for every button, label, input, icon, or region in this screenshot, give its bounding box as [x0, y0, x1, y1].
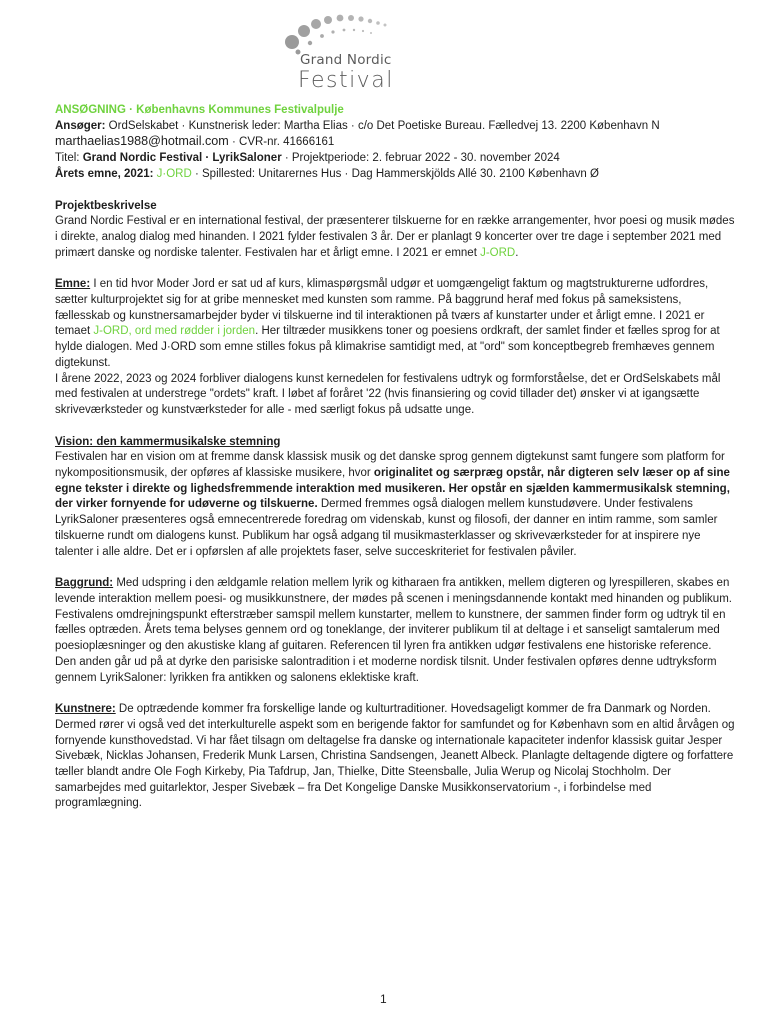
project-period: · Projektperiode: 2. februar 2022 - 30. november 2024	[281, 152, 560, 165]
paragraph-text: Med udspring i den ældgamle relation mellem lyrik og kitharaen fra antikken, mellem digteren og lyrespilleren, skabes en levende interaktion mellem poesi- og musikkunstnere, der mødes på scenen i meningsdannende kontakt med hinanden og publikum. Festivalens omdrejningspunkt efterstræber samspil mellem kunstarter, mellem to kunstnere, der sammen finder form og udtryk til en fælles optræden. Årets tema belyses gennem ord og toneklange, der inviterer publikum til at deltage i et sanseligt samtalerum med poesioplæsninger og den akustiske klang af guitaren. Referencen til lyren fra antikken udgør festivalens ene historiske reference. Den anden går ud på at dyrke den parisiske salontradition i et moderne nordisk tilsnit. Under festivalen opføres denne udtryksform gennem LyrikSaloner: lyrikken fra antikken og salonens eklektiske kraft.	[55, 577, 732, 684]
project-title: Grand Nordic Festival · LyrikSaloner	[82, 152, 282, 165]
cvr-text: · CVR-nr. 41666161	[228, 136, 335, 149]
paragraph-text: I en tid hvor Moder Jord er sat ud af kurs, klimaspørgsmål udgør et uomgængeligt faktum og magtstrukturerne udfordres, sætter kulturprojektet sig for at gribe mennesket med kunsten som ramme. På baggrund heraf med fokus på sameksistens, fællesskab og kunstnersamarbejder byder vi tilskuerne ind til interaktionen på tværs af kunstarter under et årligt emne. I 2021 er temaet	[55, 278, 709, 338]
paragraph-text: . Her tiltræder musikkens toner og poesiens ordkraft, der samlet finder et fælles sprog for at hylde dialogen. Med J·ORD som emne stilles fokus på klimakrise samtidigt med, at "ord" som konceptbegreb fremhæves gennem digtekunst.	[55, 325, 720, 369]
document-body	[55, 103, 735, 812]
paragraph-text: Grand Nordic Festival er en international festival, der præsenterer tilskuerne for en række arrangementer, hvor poesi og musik mødes i direkte, analog dialog med hinanden. I 2021 fylder festivalen 3 år. Der er planlagt 9 koncerter over tre dage i september 2021 med primært danske og nordiske talenter. Festivalen har et årligt emne. I 2021 er emnet	[55, 215, 735, 259]
section-paragraph: I årene 2022, 2023 og 2024 forbliver dialogens kunst kernedelen for festivalens udtryk og formforståelse, det er OrdSelskabets mål med festivalen at understrege "ordets" kraft. I løbet af foråret '22 (hvis finansiering og covid tillader det) ønsker vi at igangsætte skriveværksteder og kunstværksteder for alle - med særligt fokus på udsatte unge.	[55, 372, 721, 416]
section-title: Vision: den kammermusikalske stemning	[55, 435, 281, 448]
title-prefix: Titel:	[55, 152, 83, 165]
applicant-text: OrdSelskabet · Kunstnerisk leder: Martha Elias · c/o Det Poetiske Bureau. Fælledvej 13. 2200 København N	[105, 119, 660, 132]
section-paragraph	[55, 450, 735, 560]
section-title: Projektbeskrivelse	[55, 199, 157, 212]
paragraph-text: Dermed fremmes også dialogen mellem kunstudøvere. Under festivalens LyrikSaloner præsenteres også emnecentrerede foredrag om videnskab, kunst og filosofi, der danner en intim ramme, som samler tilskuerne rundt om dialogens kunst. Publikum har også adgang til musikmasterklasser og skriveværksteder for at inspirere nye talenter i alle aldre. Det er i opførslen af alle projektets faser, selve succeskriteriet for festivalen påviler.	[55, 498, 718, 558]
page-number: 1	[380, 992, 387, 1006]
section-emne	[55, 277, 735, 418]
section-vision	[55, 435, 735, 561]
application-header	[55, 103, 735, 183]
venue-text: · Spillested: Unitarernes Hus · Dag Hammerskjölds Allé 30. 2100 København Ø	[191, 167, 599, 180]
contact-line	[55, 134, 735, 151]
email-text: marthaelias1988@hotmail.com	[55, 134, 229, 149]
applicant-line	[55, 119, 735, 135]
section-title: Baggrund:	[55, 577, 114, 590]
section-title: Emne:	[55, 278, 91, 291]
paragraph-text: De optrædende kommer fra forskellige lande og kulturtraditioner. Hovedsageligt kommer de fra Danmark og Norden. Dermed rører vi også ved det interkulturelle aspekt som en berigende faktor for samfundet og for København som en altid årvågen og fornyende kunsthovedstad. Vi har fået tilsagn om deltagelse fra danske og internationale kapaciteter indenfor klassisk guitar Jesper Sivebæk, Nicklas Johansen, Frederik Munk Larsen, Christina Sandsengen, Jeanett Albeck. Planlagte deltagende digtere og forfattere tæller blandt andre Ole Fogh Kirkeby, Pia Tafdrup, Jan, Thielke, Ditte Steensballe, Julia Werup og Nicolaj Stochholm. Der samarbejdes med guitarlektor, Jesper Sivebæk – fra Det Kongelige Danske Musikkonservatorium -, i forbindelse med programlægning.	[55, 703, 735, 810]
section-paragraph	[55, 214, 735, 261]
logo-line-festival: Festival	[298, 68, 394, 93]
theme-value: J·ORD	[156, 167, 192, 180]
section-title: Kunstnere:	[55, 703, 116, 716]
theme-line	[55, 167, 735, 183]
section-paragraph	[55, 277, 735, 371]
bold-text: originalitet og særpræg opstår, når digteren selv læser op af sine egne tekster i direkte og lighedsfremmende interaktion med musikeren. Her opstår en sjælden kammermusikalsk stemning, der virker fornyende for udøverne og tilskuerne.	[55, 467, 730, 511]
paragraph-end: .	[515, 246, 519, 259]
applicant-label: Ansøger:	[55, 119, 106, 132]
section-kunstnere	[55, 702, 735, 812]
highlight-text: J-ORD, ord med rødder i jorden	[93, 325, 256, 338]
logo-line-grand-nordic: Grand Nordic	[300, 52, 392, 68]
section-baggrund	[55, 576, 735, 686]
section-paragraph	[55, 576, 735, 686]
logo-dots-graphic	[270, 12, 420, 57]
application-title: ANSØGNING · Københavns Kommunes Festivalpulje	[55, 104, 344, 116]
festival-logo	[270, 12, 420, 98]
section-paragraph	[55, 702, 735, 812]
highlight-text: J-ORD	[480, 246, 516, 259]
theme-label: Årets emne, 2021:	[55, 167, 157, 180]
title-line	[55, 151, 735, 167]
section-projektbeskrivelse	[55, 199, 735, 262]
paragraph-text: Festivalen har en vision om at fremme dansk klassisk musik og det danske sprog gennem digtekunst samt fungere som platform for nykompositionsmusik, der opføres af klassiske musikere, hvor	[55, 451, 725, 480]
